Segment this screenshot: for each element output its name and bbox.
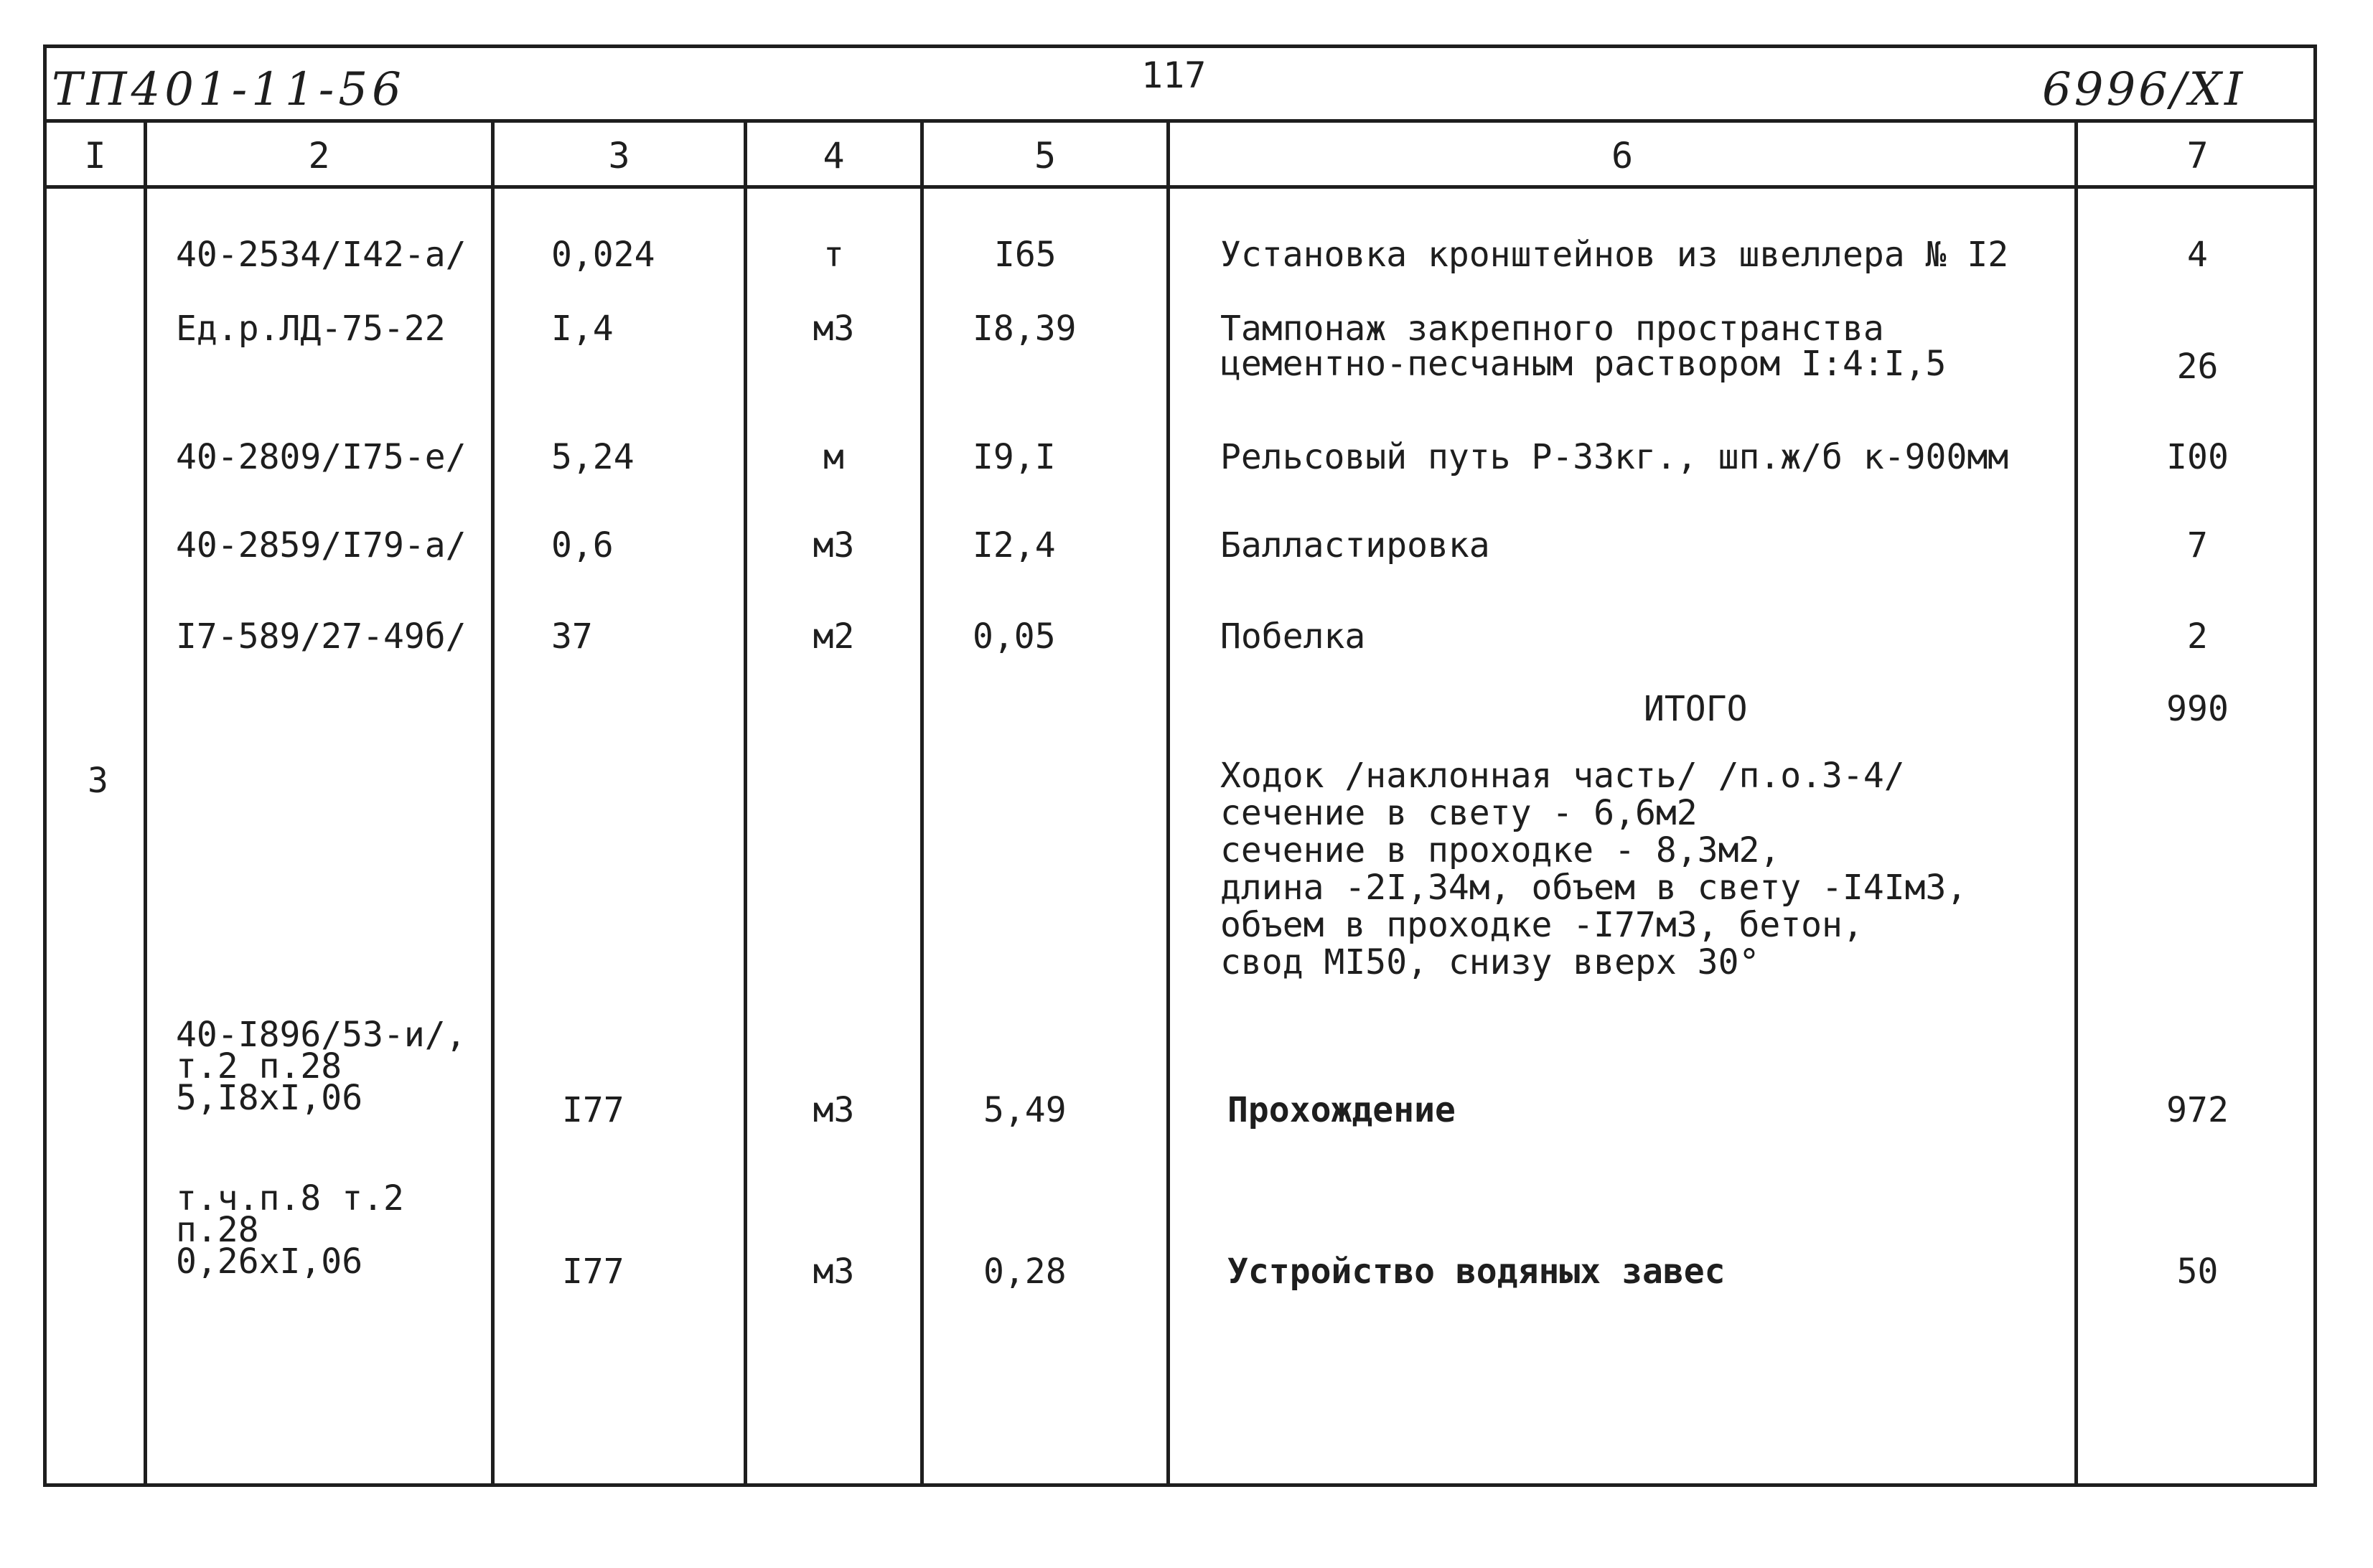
column-header-3: 3 (608, 135, 630, 177)
row1-code: 40-2534/I42-а/ (176, 235, 467, 275)
sheet-code: 6996/XI (2042, 63, 2246, 116)
column-header-4: 4 (823, 135, 845, 177)
row4-total: 7 (2187, 525, 2208, 565)
row5-qty: 37 (551, 616, 593, 657)
column-header-5: 5 (1034, 135, 1057, 177)
row7-rate: 0,28 (983, 1252, 1067, 1292)
row1-unit: т (823, 235, 844, 275)
col-divider-4 (920, 121, 924, 1487)
row4-qty: 0,6 (551, 525, 614, 565)
row1-rate: I65 (994, 235, 1057, 275)
column-header-2: 2 (308, 135, 330, 177)
row3-code: 40-2809/I75-е/ (176, 437, 467, 477)
row7-total: 50 (2176, 1252, 2219, 1292)
row4-code: 40-2859/I79-а/ (176, 525, 467, 565)
row7-desc: Устройство водяных завес (1227, 1252, 1726, 1292)
column-header-divider (43, 185, 2317, 189)
row4-desc: Балластировка (1220, 525, 1490, 565)
row5-total: 2 (2187, 616, 2208, 657)
row4-rate: I2,4 (973, 525, 1056, 565)
row2-desc-line2: цементно-песчаным раствором I:4:I,5 (1220, 344, 1947, 384)
row7-unit: м3 (813, 1252, 855, 1292)
row1-desc: Установка кронштейнов из швеллера № I2 (1220, 235, 2009, 275)
row6-qty: I77 (562, 1090, 624, 1130)
document-code: ТП401-11-56 (52, 63, 406, 116)
row1-total: 4 (2187, 235, 2208, 275)
column-header-7: 7 (2186, 135, 2209, 177)
col-divider-2 (491, 121, 495, 1487)
row3-desc: Рельсовый путь Р-33кг., шп.ж/б к-900мм (1220, 437, 2009, 477)
header-divider (43, 119, 2317, 123)
section-number: 3 (88, 761, 108, 801)
row6-total: 972 (2166, 1090, 2229, 1130)
row5-desc: Побелка (1220, 616, 1366, 657)
row7-code: т.ч.п.8 т.2 п.28 0,26хI,06 (176, 1178, 404, 1282)
row3-qty: 5,24 (551, 437, 635, 477)
row5-rate: 0,05 (973, 616, 1056, 657)
row3-unit: м (823, 437, 844, 477)
row2-rate: I8,39 (973, 309, 1077, 349)
column-header-6: 6 (1611, 135, 1634, 177)
row4-unit: м3 (813, 525, 855, 565)
row6-unit: м3 (813, 1090, 855, 1130)
row6-rate: 5,49 (983, 1090, 1067, 1130)
row3-total: I00 (2166, 437, 2229, 477)
row5-unit: м2 (813, 616, 855, 657)
column-header-1: I (84, 135, 106, 177)
section-description: Ходок /наклонная часть/ /п.о.3-4/ сечение в свету - 6,6м2 сечение в проходке - 8,3м2, длина -2I,34м, объем в свету -I4Iм3, объем в проходке -I77м3, бетон, свод МI50, снизу вверх 30° (1220, 756, 1967, 982)
itogo-total: 990 (2166, 689, 2229, 729)
row2-unit: м3 (813, 309, 855, 349)
row2-code: Ед.р.ЛД-75-22 (176, 309, 446, 349)
col-divider-1 (144, 121, 147, 1487)
itogo-label: ИТОГО (1644, 689, 1748, 729)
row5-code: I7-589/27-49б/ (176, 616, 467, 657)
page-number: 117 (1141, 55, 1207, 96)
row3-rate: I9,I (973, 437, 1056, 477)
row2-desc-line1: Тампонаж закрепного пространства (1220, 309, 1884, 349)
row6-code: 40-I896/53-и/, т.2 п.28 5,I8хI,06 (176, 1015, 467, 1118)
col-divider-5 (1166, 121, 1170, 1487)
row2-qty: I,4 (551, 309, 614, 349)
row6-desc: Прохождение (1227, 1090, 1456, 1130)
row2-total: 26 (2176, 347, 2219, 387)
row7-qty: I77 (562, 1252, 624, 1292)
row1-qty: 0,024 (551, 235, 655, 275)
